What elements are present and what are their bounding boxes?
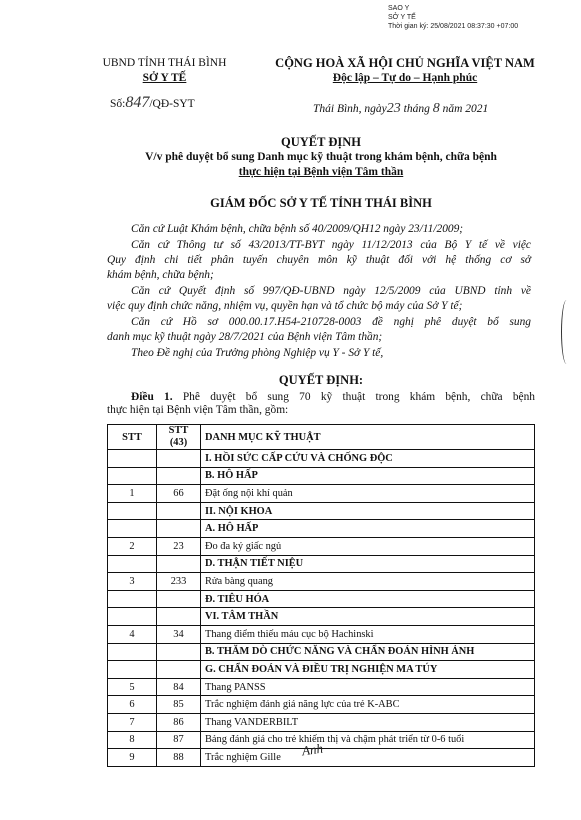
cell-technique-name: Rửa bàng quang — [201, 573, 535, 591]
preamble-line-6: việc quy định chức năng, nhiệm vụ, quyền hạn và tổ chức bộ máy của Sở Y tế; — [107, 300, 463, 312]
national-motto: Độc lập – Tự do – Hạnh phúc — [332, 72, 478, 84]
cell-technique-name: Thang điểm thiếu máu cục bộ Hachinski — [201, 625, 535, 643]
cell-stt: 6 — [108, 696, 157, 714]
preamble-line-9: Theo Đề nghị của Trưởng phòng Nghiệp vụ Y - Sở Y tế, — [131, 347, 384, 359]
article-1-line-1 — [107, 391, 535, 403]
cell-stt — [108, 467, 157, 485]
issuing-authority: GIÁM ĐỐC SỞ Y TẾ TỈNH THÁI BÌNH — [210, 196, 432, 210]
cell-stt: 8 — [108, 731, 157, 749]
place-date-part-b: tháng — [403, 103, 430, 115]
table-row — [108, 573, 535, 591]
technique-table — [107, 424, 535, 767]
cell-stt — [108, 520, 157, 538]
table-row — [108, 467, 535, 485]
number-handwritten: 847 — [125, 94, 150, 111]
preamble-line-1: Căn cứ Luật Khám bệnh, chữa bệnh số 40/2009/QH12 ngày 23/11/2009; — [131, 223, 464, 235]
header-technique-list: DANH MỤC KỸ THUẬT — [201, 425, 535, 450]
org-parent: UBND TỈNH THÁI BÌNH — [102, 57, 227, 69]
cell-stt-43 — [157, 502, 201, 520]
preamble-line-8: danh mục kỹ thuật ngày 28/7/2021 của Bệnh viện Tâm thần; — [107, 331, 383, 343]
table-row — [108, 678, 535, 696]
cell-stt-43 — [157, 450, 201, 468]
table-row — [108, 590, 535, 608]
preamble-line-4: khám bệnh, chữa bệnh; — [107, 269, 214, 281]
number-suffix: /QĐ-SYT — [149, 98, 195, 110]
cell-stt-43 — [157, 590, 201, 608]
table-row — [108, 450, 535, 468]
cell-stt — [108, 450, 157, 468]
document-number — [110, 94, 195, 112]
article-1-text-1: Phê duyệt bổ sung 70 kỹ thuật trong khám bệnh, chữa bệnh — [172, 391, 535, 403]
stamp-line-1: SAO Y — [388, 5, 410, 12]
table-row — [108, 713, 535, 731]
cell-stt: 5 — [108, 678, 157, 696]
cell-stt — [108, 590, 157, 608]
table-header-row — [108, 425, 535, 450]
cell-stt: 9 — [108, 749, 157, 767]
cell-stt: 4 — [108, 625, 157, 643]
org-name: SỞ Y TẾ — [142, 72, 187, 84]
cell-technique-name: Đ. TIÊU HÓA — [201, 590, 535, 608]
cell-stt — [108, 643, 157, 661]
table-row — [108, 485, 535, 503]
cell-technique-name: Trắc nghiệm Gille — [201, 749, 535, 767]
margin-bracket-mark — [561, 300, 572, 364]
header-stt: STT — [108, 425, 157, 450]
digital-signature-stamp — [388, 4, 518, 31]
preamble-line-3: Quy định chi tiết phân tuyến chuyên môn kỹ thuật đối với hệ thống cơ sở — [107, 254, 531, 266]
cell-stt: 2 — [108, 537, 157, 555]
article-1-label: Điều 1. — [131, 391, 173, 403]
decision-title: QUYẾT ĐỊNH — [281, 135, 361, 149]
header-stt-43: STT (43) — [157, 425, 201, 450]
place-date — [313, 101, 488, 117]
table-row — [108, 555, 535, 573]
cell-technique-name: B. HÔ HẤP — [201, 467, 535, 485]
cell-stt-43: 87 — [157, 731, 201, 749]
table-row — [108, 661, 535, 679]
cell-stt-43: 85 — [157, 696, 201, 714]
cell-technique-name: VI. TÂM THẦN — [201, 608, 535, 626]
cell-stt-43 — [157, 643, 201, 661]
preamble-line-7: Căn cứ Hồ sơ 000.00.17.H54-210728-0003 đề nghị phê duyệt bổ sung — [131, 316, 531, 328]
cell-stt-43: 233 — [157, 573, 201, 591]
cell-stt: 3 — [108, 573, 157, 591]
table-row — [108, 537, 535, 555]
cell-technique-name: I. HỒI SỨC CẤP CỨU VÀ CHỐNG ĐỘC — [201, 450, 535, 468]
cell-technique-name: Thang VANDERBILT — [201, 713, 535, 731]
cell-stt-43 — [157, 555, 201, 573]
table-row — [108, 696, 535, 714]
table-row — [108, 502, 535, 520]
cell-stt — [108, 502, 157, 520]
decision-heading: QUYẾT ĐỊNH: — [278, 373, 364, 387]
preamble-line-2: Căn cứ Thông tư số 43/2013/TT-BYT ngày 11/12/2013 của Bộ Y tế về việc — [131, 239, 531, 251]
day-handwritten: 23 — [386, 101, 401, 116]
cell-stt-43: 86 — [157, 713, 201, 731]
cell-technique-name: D. THẬN TIẾT NIỆU — [201, 555, 535, 573]
cell-stt-43: 23 — [157, 537, 201, 555]
cell-stt-43 — [157, 661, 201, 679]
stamp-line-2: SỞ Y TẾ — [388, 14, 416, 21]
cell-stt — [108, 555, 157, 573]
table-row — [108, 608, 535, 626]
initials-mark: Anh — [300, 740, 324, 759]
month-handwritten: 8 — [432, 101, 440, 116]
cell-technique-name: II. NỘI KHOA — [201, 502, 535, 520]
table-row — [108, 625, 535, 643]
cell-technique-name: Đặt ống nội khí quản — [201, 485, 535, 503]
cell-stt — [108, 661, 157, 679]
cell-technique-name: G. CHẨN ĐOÁN VÀ ĐIỀU TRỊ NGHIỆN MA TÚY — [201, 661, 535, 679]
table-row — [108, 643, 535, 661]
cell-technique-name: Bảng đánh giá cho trẻ khiếm thị và chậm phát triển từ 0-6 tuổi — [201, 731, 535, 749]
cell-technique-name: Đo đa ký giấc ngủ — [201, 537, 535, 555]
cell-stt-43 — [157, 520, 201, 538]
cell-stt-43: 88 — [157, 749, 201, 767]
cell-technique-name: Trắc nghiệm đánh giá năng lực của trẻ K-ABC — [201, 696, 535, 714]
cell-stt-43 — [157, 608, 201, 626]
cell-technique-name: Thang PANSS — [201, 678, 535, 696]
preamble-line-5: Căn cứ Quyết định số 997/QĐ-UBND ngày 12/5/2009 của UBND tỉnh về — [131, 285, 531, 297]
cell-stt-43: 66 — [157, 485, 201, 503]
cell-stt: 7 — [108, 713, 157, 731]
cell-technique-name: A. HÔ HẤP — [201, 520, 535, 538]
article-1-line-2: thực hiện tại Bệnh viện Tâm thần, gồm: — [107, 404, 289, 416]
nation-title: CỘNG HOÀ XÃ HỘI CHỦ NGHĨA VIỆT NAM — [275, 56, 535, 70]
place-date-part-a: Thái Bình, ngày — [313, 103, 387, 115]
cell-technique-name: B. THĂM DÒ CHỨC NĂNG VÀ CHẨN ĐOÁN HÌNH ẢNH — [201, 643, 535, 661]
number-prefix: Số: — [110, 98, 126, 110]
cell-stt-43: 34 — [157, 625, 201, 643]
cell-stt-43: 84 — [157, 678, 201, 696]
cell-stt: 1 — [108, 485, 157, 503]
subject-line-1: V/v phê duyệt bổ sung Danh mục kỹ thuật trong khám bệnh, chữa bệnh — [145, 151, 497, 163]
cell-stt-43 — [157, 467, 201, 485]
table-row — [108, 520, 535, 538]
cell-stt — [108, 608, 157, 626]
stamp-line-3: Thời gian ký: 25/08/2021 08:37:30 +07:00 — [388, 23, 519, 30]
place-date-part-c: năm 2021 — [442, 103, 489, 115]
subject-line-2: thực hiện tại Bệnh viện Tâm thần — [238, 166, 404, 178]
